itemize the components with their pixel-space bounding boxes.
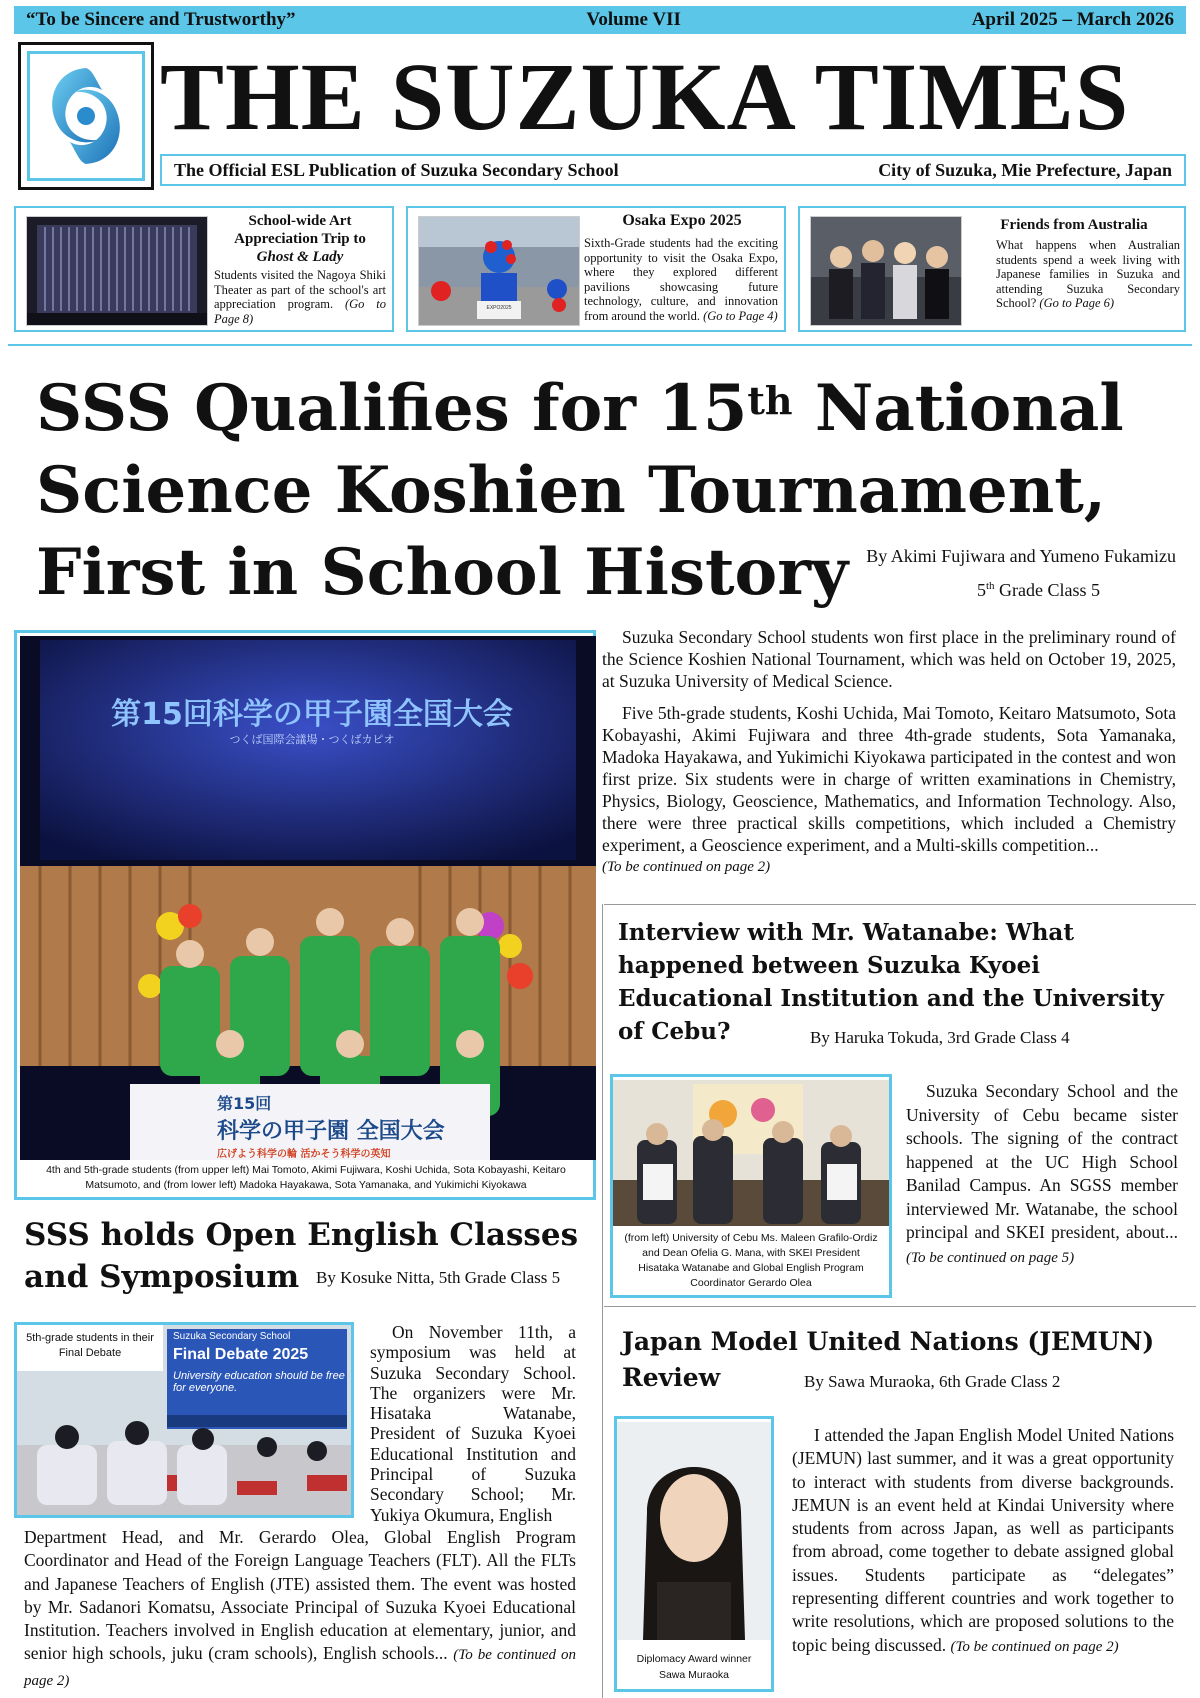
teaser-text: Sixth-Grade students had the exciting opportunity to visit the Osaka Expo, where they explored different pavilions showcasing future technology, culture, and innovation from around the world. (Go to Page 4) (584, 236, 778, 323)
jemun-byline: By Sawa Muraoka, 6th Grade Class 2 (804, 1372, 1061, 1391)
volume: Volume VII (586, 9, 681, 30)
teaser-text: What happens when Australian students spend a week living with Japanese families in Suzuka and attending Suzuka Secondary School? (Go to Page 6) (996, 238, 1180, 310)
section-divider (604, 904, 1196, 905)
lead-continued: (To be continued on page 2) (602, 859, 771, 875)
english-body-narrow: On November 11th, a symposium was held at Suzuka Secondary School. The organizers were Mr. Hisataka Watanabe, President of Suzuka Kyoei Educational Institution and Principal of Suzuka Secondary School; Mr. Yukiya Okumura, English (370, 1322, 576, 1525)
teaser-australia[interactable] (798, 206, 1186, 332)
teaser-title: School-wide Art Appreciation Trip to Ghost & Lady (234, 213, 366, 265)
final-debate-photo (14, 1322, 354, 1518)
lead-grade: 5th Grade Class 5 (976, 580, 1100, 600)
students-photo (810, 216, 962, 326)
koshien-photo (14, 630, 596, 1200)
lead-headline: SSS Qualifies for 15th National Science Koshien Tournament, First in School History (36, 371, 1124, 610)
jemun-body: I attended the Japan English Model United Nations (JEMUN) last summer, and it was a great opportunity to interact with students from diverse backgrounds. JEMUN is an event held at Kindai University where students from across Japan, as well as participants from abroad, come together to debate assigned global issues. Students participate as “delegates” representing different countries and work together to write resolutions, which are proposed solutions to the topic being discussed. (To be continued on page 2) (792, 1425, 1174, 1655)
jemun-headline: Japan Model United Nations (JEMUN) Review (622, 1327, 1155, 1392)
banner-text: 第15回 科学の甲子園 全国大会 広げよう科学の輪 活かそう科学の英知 (217, 1094, 445, 1160)
publication-subtitle: The Official ESL Publication of Suzuka Secondary School (174, 159, 619, 180)
english-body-wide: Department Head, and Mr. Gerardo Olea, Global English Program Coordinator and Head of the Foreign Language Teachers (FLT). All the FLTs and Japanese Teachers of English (JTE) assisted them. The event was hosted by Mr. Sadanori Komatsu, Associate Principal of Suzuka Kyoei Educational Institution. Teachers involved in English education at elementary, junior, and senior high schools, juku (cram schools), English schools... (To be continued on page 2) (24, 1527, 576, 1689)
photo-caption: (from left) University of Cebu Ms. Maleen Grafilo-Ordiz and Dean Ofelia G. Mana, with SKEI President Hisataka Watanabe and Global English Program Coordinator Gerardo Olea (624, 1232, 878, 1289)
screen-subtitle: つくば国際会議場・つくばカピオ (229, 733, 395, 746)
masthead-subbar (160, 154, 1186, 186)
screen-title: 第15回科学の甲子園全国大会 (111, 697, 513, 732)
photo-caption: Diplomacy Award winner Sawa Muraoka (636, 1653, 752, 1681)
teaser-art-trip[interactable] (14, 206, 394, 332)
newspaper-title: THE SUZUKA TIMES (160, 43, 1130, 150)
cebu-signing-photo (610, 1074, 892, 1298)
logo (18, 42, 154, 190)
english-headline: SSS holds Open English Classes and Symposium (24, 1217, 579, 1295)
expo-photo (418, 216, 580, 326)
teaser-title: Friends from Australia (1000, 217, 1148, 233)
period: April 2025 – March 2026 (971, 9, 1174, 30)
interview-byline: By Haruka Tokuda, 3rd Grade Class 4 (810, 1028, 1070, 1047)
theater-photo (26, 216, 208, 326)
expo-sign: EXPO2025 (486, 305, 512, 311)
interview-body: Suzuka Secondary School and the University of Cebu became sister schools. The signing of the contract happened at the UC High School Banilad Campus. An SGSS member interviewed Mr. Watanabe, the school principal and SKEI president, about... (To be continued on page 5) (906, 1081, 1178, 1266)
interview-headline: Interview with Mr. Watanabe: What happened between Suzuka Kyoei Educational Institution and the University of Cebu? (618, 919, 1164, 1045)
lead-byline: By Akimi Fujiwara and Yumeno Fukamizu (866, 546, 1176, 566)
teaser-title: Osaka Expo 2025 (622, 212, 742, 229)
section-divider (604, 1306, 1196, 1307)
column-divider (602, 904, 603, 1698)
section-rule (8, 344, 1192, 346)
photo-caption: 4th and 5th-grade students (from upper left) Mai Tomoto, Akimi Fujiwara, Koshi Uchida, Sota Kobayashi, Keitaro Matsumoto, and (from lower left) Madoka Hayakawa, Sota Yamanaka, and Yukimichi Kiyokawa (46, 1164, 566, 1191)
swirl-logo-icon (27, 51, 145, 181)
lead-article-body: Suzuka Secondary School students won first place in the preliminary round of the Science Koshien National Tournament, which was held on October 19, 2025, at Suzuka University of Medical Science. Five 5th-grade students, Koshi Uchida, Mai Tomoto, Keitaro Matsumoto, Sota Kobayashi, Akimi Fujiwara and three 4th-grade students, Sota Yamanaka, Madoka Hayakawa, and Yukimichi Kiyokawa participated in the contest and won first prize. Six students were in charge of written examinations in Chemistry, Physics, Biology, Geoscience, Mathematics, and Information Technology. Also, there were three practical skills competitions, which included a Chemistry experiment, a Geoscience experiment, and a Multi-skills competition... (To be continued on page 2) (602, 626, 1176, 878)
motto: “To be Sincere and Trustworthy” (26, 9, 296, 30)
sawa-portrait-photo (614, 1416, 774, 1692)
debate-screen-text: Suzuka Secondary School Final Debate 2025 University education should be free for everyone. (173, 1331, 345, 1394)
english-byline: By Kosuke Nitta, 5th Grade Class 5 (316, 1268, 561, 1287)
teaser-text: Students visited the Nagoya Shiki Theater as part of the school's art appreciation program. (Go to Page 8) (214, 268, 386, 326)
teaser-osaka-expo[interactable] (406, 206, 786, 332)
top-banner (14, 6, 1186, 34)
location: City of Suzuka, Mie Prefecture, Japan (878, 159, 1172, 180)
photo-label: 5th-grade students in their Final Debate (17, 1325, 163, 1371)
